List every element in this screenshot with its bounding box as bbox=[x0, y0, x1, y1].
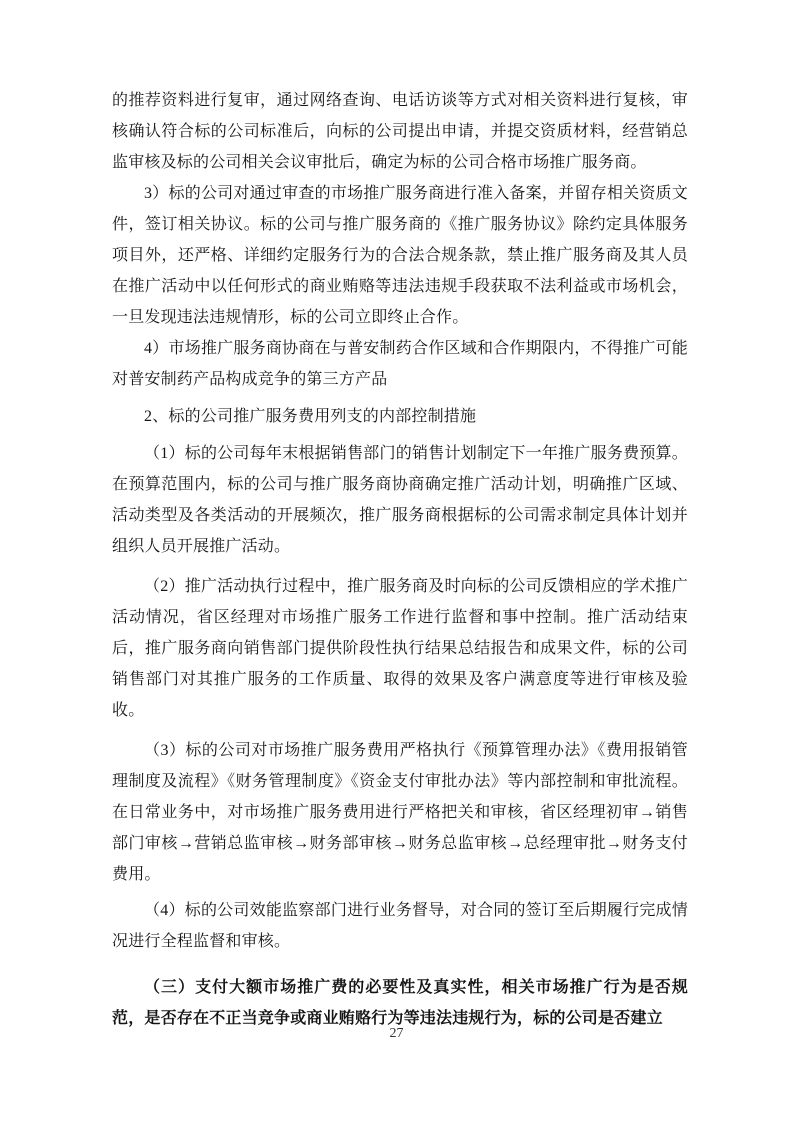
paragraph-item-4: 4）市场推广服务商协商在与普安制药合作区域和合作期限内，不得推广可能对普安制药产品构成竞争的第三方产品 bbox=[112, 340, 688, 388]
paragraph-item-3: 3）标的公司对通过审查的市场推广服务商进行准入备案，并留存相关资质文件，签订相关协议。标的公司与推广服务商的《推广服务协议》除约定具体服务项目外，还严格、详细约定服务行为的合法合规条款，禁止推广服务商及其人员在推广活动中以任何形式的商业贿赂等违法违规手段获取不法利益或市场机会，一旦发现违法违规情形，标的公司立即终止合作。 bbox=[112, 185, 688, 326]
paragraph-measure-1: （1）标的公司每年末根据销售部门的销售计划制定下一年推广服务费预算。在预算范围内，标的公司与推广服务商协商确定推广活动计划，明确推广区域、活动类型及各类活动的开展频次，推广服务商根据标的公司需求制定具体计划并组织人员开展推广活动。 bbox=[112, 445, 688, 555]
paragraph-measure-2: （2）推广活动执行过程中，推广服务商及时向标的公司反馈相应的学术推广活动情况，省区经理对市场推广服务工作进行监督和事中控制。推广活动结束后，推广服务商向销售部门提供阶段性执行结果总结报告和成果文件，标的公司销售部门对其推广服务的工作质量、取得的效果及客户满意度等进行审核及验收。 bbox=[112, 578, 688, 719]
paragraph-heading-2: 2、标的公司推广服务费用列支的内部控制措施 bbox=[144, 408, 477, 425]
page-number: 27 bbox=[389, 1026, 404, 1041]
paragraph-continuation: 的推荐资料进行复审，通过网络查询、电话访谈等方式对相关资料进行复核，审核确认符合标的公司标准后，向标的公司提出申请，并提交资质材料，经营销总监审核及标的公司相关会议审批后，确定为标的公司合格市场推广服务商。 bbox=[112, 92, 688, 171]
page-body bbox=[112, 85, 688, 1034]
paragraph-measure-3: （3）标的公司对市场推广服务费用严格执行《预算管理办法》《费用报销管理制度及流程》《财务管理制度》《资金支付审批办法》等内部控制和审批流程。在日常业务中，对市场推广服务费用进行严格把关和审核，省区经理初审→销售部门审核→营销总监审核→财务部审核→财务总监审核→总经理审批→财务支付费用。 bbox=[112, 742, 688, 883]
paragraph-section-heading-bold: （三）支付大额市场推广费的必要性及真实性，相关市场推广行为是否规范，是否存在不正当竞争或商业贿赂行为等违法违规行为，标的公司是否建立 bbox=[112, 979, 688, 1027]
page-footer bbox=[0, 1024, 793, 1042]
paragraph-measure-4: （4）标的公司效能监察部门进行业务督导，对合同的签订至后期履行完成情况进行全程监督和审核。 bbox=[112, 902, 688, 950]
